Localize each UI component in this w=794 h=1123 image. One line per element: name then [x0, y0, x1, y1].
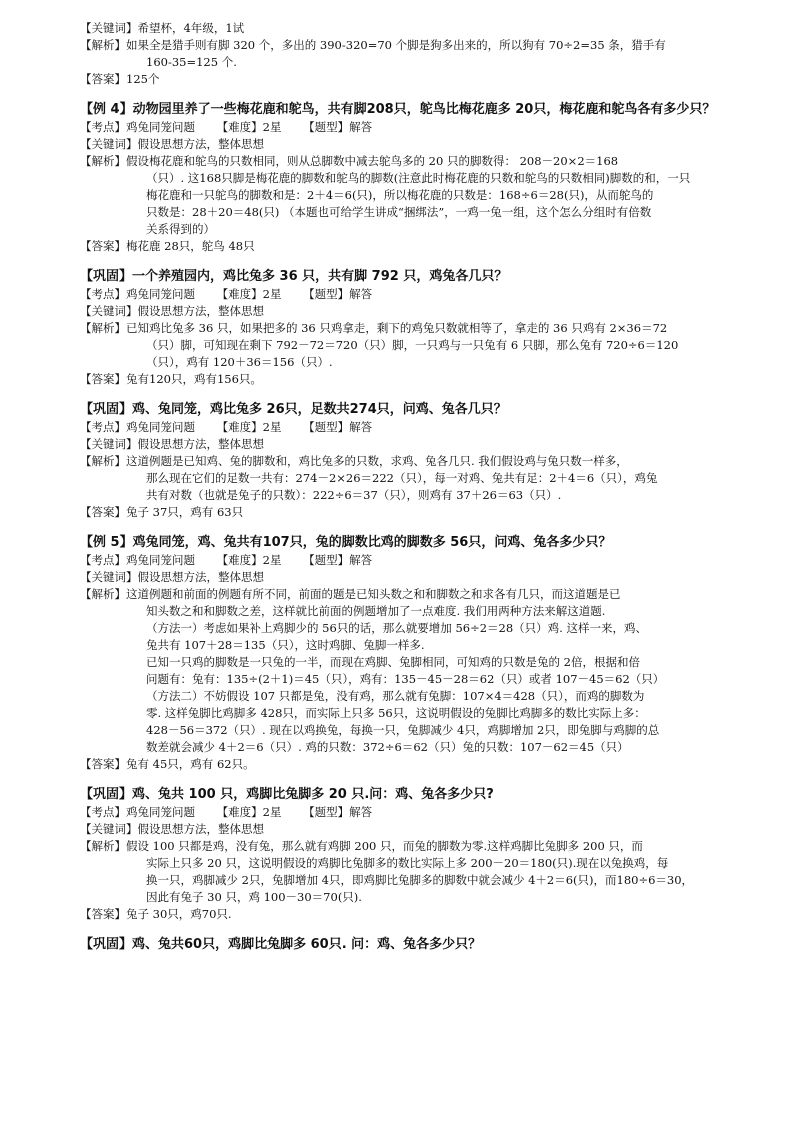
analysis-line: 那么现在它们的足数一共有：274－2×26＝222（只），每一对鸡、兔共有足：2＋4＝6（只），鸡兔: [146, 471, 658, 485]
example-4: [80, 100, 740, 255]
answer-line: 【答案】125个: [80, 72, 160, 86]
analysis-line: （只），鸡有 120＋36＝156（只）.: [146, 355, 333, 369]
analysis-line: （只）脚，可知现在剩下 792－72＝720（只）脚，一只鸡与一只兔有 6 只脚，那么兔有 720÷6＝120: [146, 338, 679, 352]
analysis-line: 只数是：28＋20＝48(只) （本题也可给学生讲成“捆绑法”，一鸡一兔一组，这个怎么分组时有倍数: [146, 205, 652, 219]
answer-line: 【答案】兔子 30只，鸡70只.: [80, 907, 232, 921]
analysis-line: 知头数之和和脚数之差，这样就比前面的例题增加了一点难度. 我们用两种方法来解这道题.: [146, 604, 606, 618]
tixing: 【题型】解答: [303, 420, 373, 434]
answer-line: 【答案】兔有 45只，鸡有 62只。: [80, 757, 255, 771]
keyword-line: 【关键词】假设思想方法，整体思想: [80, 137, 264, 151]
analysis-line: 已知一只鸡的脚数是一只兔的一半，而现在鸡脚、兔脚相同，可知鸡的只数是兔的 2倍，根据和倍: [146, 655, 640, 669]
problem-title: 【巩固】鸡、兔同笼，鸡比兔多 26只，足数共274只，问鸡、兔各几只？: [80, 402, 507, 417]
analysis-line: 实际上只多 20 只，这说明假设的鸡脚比兔脚多的数比实际上多 200－20＝180(只).现在以兔换鸡，每: [146, 856, 669, 870]
keyword-line: 【关键词】假设思想方法，整体思想: [80, 822, 264, 836]
nandu: 【难度】2星: [216, 805, 282, 819]
keyword-line: 【关键词】假设思想方法，整体思想: [80, 437, 264, 451]
analysis-line: 【解析】这道例题是已知鸡、兔的脚数和，鸡比兔多的只数，求鸡、兔各几只. 我们假设鸡与兔只数一样多，: [80, 454, 628, 468]
consolidation-2: [80, 400, 740, 521]
problem-title: 【巩固】鸡、兔共 100 只，鸡脚比兔脚多 20 只.问：鸡、兔各多少只?: [80, 787, 494, 802]
problem-title: 【巩固】一个养殖园内，鸡比兔多 36 只，共有脚 792 只，鸡兔各几只？: [80, 269, 508, 284]
analysis-line: 【解析】假设梅花鹿和鸵鸟的只数相同，则从总脚数中减去鸵鸟多的 20 只的脚数得： 208－20×2＝168: [80, 154, 619, 168]
analysis-line: 共有对数（也就是兔子的只数）：222÷6＝37（只），则鸡有 37＋26＝63（只）.: [146, 488, 562, 502]
consolidation-1: [80, 267, 740, 388]
analysis-line: 【解析】这道例题和前面的例题有所不同，前面的题是已知头数之和和脚数之和求各有几只，而这道题是已: [80, 587, 621, 601]
nandu: 【难度】2星: [216, 287, 282, 301]
nandu: 【难度】2星: [216, 120, 282, 134]
analysis-line: 问题有：兔有：135÷(2＋1)＝45（只），鸡有：135－45－28＝62（只）或者 107－45＝62（只）: [146, 672, 665, 686]
problem-title: 【例 4】动物园里养了一些梅花鹿和鸵鸟，共有脚208只，鸵鸟比梅花鹿多 20只，梅花鹿和鸵鸟各有多少只？: [80, 102, 716, 117]
meta-line: [80, 552, 740, 569]
analysis-line: 换一只，鸡脚减少 2只，兔脚增加 4只，即鸡脚比兔脚多的脚数中就会减少 4＋2＝6(只)，而180÷6＝30，: [146, 873, 694, 887]
problem-title: 【例 5】鸡兔同笼，鸡、兔共有107只，兔的脚数比鸡的脚数多 56只，问鸡、兔各多少只？: [80, 535, 612, 550]
analysis-line: 零. 这样兔脚比鸡脚多 428只，而实际上只多 56只，这说明假设的兔脚比鸡脚多的数比实际上多：: [146, 706, 646, 720]
kaodian: 【考点】鸡兔同笼问题: [80, 805, 195, 819]
answer-line: 【答案】梅花鹿 28只，鸵鸟 48只: [80, 239, 255, 253]
tixing: 【题型】解答: [303, 805, 373, 819]
analysis-line: （方法二）不妨假设 107 只都是兔，没有鸡，那么就有兔脚：107×4＝428（只），而鸡的脚数为: [146, 689, 645, 703]
consolidation-3: [80, 785, 740, 923]
nandu: 【难度】2星: [216, 420, 282, 434]
tixing: 【题型】解答: [303, 287, 373, 301]
analysis-line: 梅花鹿和一只鸵鸟的脚数和是：2＋4＝6(只)，所以梅花鹿的只数是：168÷6＝28(只)，从而鸵鸟的: [146, 188, 654, 202]
consolidation-4: [80, 935, 740, 954]
analysis-line: 因此有兔子 30 只，鸡 100－30＝70(只).: [146, 890, 362, 904]
kaodian: 【考点】鸡兔同笼问题: [80, 120, 195, 134]
analysis-line: 160-35=125 个.: [146, 55, 237, 69]
analysis-line: 【解析】假设 100 只都是鸡，没有兔，那么就有鸡脚 200 只，而兔的脚数为零.这样鸡脚比兔脚多 200 只，而: [80, 839, 643, 853]
analysis-line: 关系得到的）: [146, 222, 215, 236]
analysis-line: 数差就会减少 4＋2＝6（只）. 鸡的只数：372÷6＝62（只）兔的只数：107－62＝45（只）: [146, 740, 629, 754]
kaodian: 【考点】鸡兔同笼问题: [80, 420, 195, 434]
answer-line: 【答案】兔有120只，鸡有156只。: [80, 372, 262, 386]
analysis-line: （方法一）考虑如果补上鸡脚少的 56只的话，那么就要增加 56÷2＝28（只）鸡. 这样一来，鸡、: [146, 621, 647, 635]
meta-line: [80, 804, 740, 821]
tixing: 【题型】解答: [303, 120, 373, 134]
meta-line: [80, 419, 740, 436]
analysis-line: 【解析】如果全是猎手则有脚 320 个，多出的 390-320=70 个脚是狗多出来的，所以狗有 70÷2=35 条，猎手有: [80, 38, 666, 52]
keyword-line: 【关键词】假设思想方法，整体思想: [80, 570, 264, 584]
analysis-line: （只）. 这168只脚是梅花鹿的脚数和鸵鸟的脚数(注意此时梅花鹿的只数和鸵鸟的只数相同)脚数的和，一只: [146, 171, 691, 185]
kaodian: 【考点】鸡兔同笼问题: [80, 553, 195, 567]
keyword-line: 【关键词】希望杯，4年级，1试: [80, 21, 245, 35]
nandu: 【难度】2星: [216, 553, 282, 567]
kaodian: 【考点】鸡兔同笼问题: [80, 287, 195, 301]
answer-line: 【答案】兔子 37只，鸡有 63只: [80, 505, 244, 519]
example-5: [80, 533, 740, 773]
meta-line: [80, 286, 740, 303]
document-page: [80, 20, 740, 954]
analysis-line: 【解析】已知鸡比兔多 36 只，如果把多的 36 只鸡拿走，剩下的鸡兔只数就相等了，拿走的 36 只鸡有 2×36＝72: [80, 321, 668, 335]
tixing: 【题型】解答: [303, 553, 373, 567]
previous-problem-tail: [80, 20, 740, 88]
keyword-line: 【关键词】假设思想方法，整体思想: [80, 304, 264, 318]
meta-line: [80, 119, 740, 136]
analysis-line: 兔共有 107＋28＝135（只），这时鸡脚、兔脚一样多.: [146, 638, 425, 652]
problem-title: 【巩固】鸡、兔共60只，鸡脚比兔脚多 60只. 问：鸡、兔各多少只？: [80, 937, 482, 952]
analysis-line: 428－56＝372（只）. 现在以鸡换兔，每换一只，兔脚减少 4只，鸡脚增加 2只，即兔脚与鸡脚的总: [146, 723, 660, 737]
